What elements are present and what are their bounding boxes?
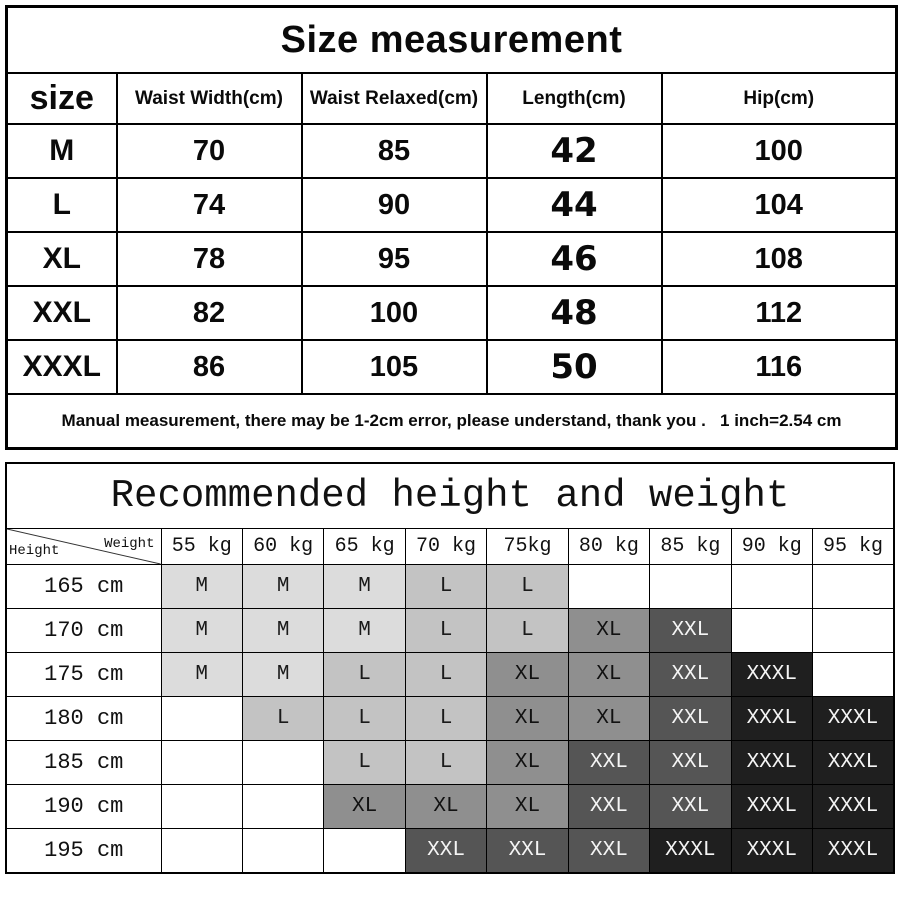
recommended-size-cell: XXXL bbox=[813, 829, 895, 873]
recommended-size-cell: XXL bbox=[405, 829, 486, 873]
height-label: 195 cm bbox=[6, 829, 161, 873]
weight-header: 80 kg bbox=[568, 529, 649, 565]
table-gap bbox=[5, 450, 895, 462]
size-label: XXXL bbox=[7, 340, 117, 394]
recommended-size-cell: XXL bbox=[650, 785, 731, 829]
empty-cell bbox=[650, 565, 731, 609]
waist-relaxed-value: 105 bbox=[302, 340, 487, 394]
height-label: 190 cm bbox=[6, 785, 161, 829]
size-table-title-row bbox=[7, 7, 897, 74]
recommend-table-row bbox=[6, 741, 894, 785]
recommended-size-cell: M bbox=[242, 609, 323, 653]
recommended-size-cell: L bbox=[487, 565, 568, 609]
recommended-size-cell: L bbox=[405, 609, 486, 653]
empty-cell bbox=[161, 829, 242, 873]
recommended-size-cell: XXL bbox=[568, 785, 649, 829]
recommended-size-cell: XL bbox=[487, 785, 568, 829]
recommended-size-cell: L bbox=[487, 609, 568, 653]
waist-width-value: 70 bbox=[117, 124, 302, 178]
recommended-size-cell: XL bbox=[487, 697, 568, 741]
recommended-size-cell: XXXL bbox=[650, 829, 731, 873]
size-table-title: Size measurement bbox=[7, 7, 897, 74]
recommended-size-cell: XL bbox=[324, 785, 405, 829]
waist-width-value: 74 bbox=[117, 178, 302, 232]
recommended-size-cell: L bbox=[324, 653, 405, 697]
length-value: 44 bbox=[487, 178, 662, 232]
recommend-table-header-row bbox=[6, 529, 894, 565]
weight-header: 90 kg bbox=[731, 529, 812, 565]
recommended-size-cell: M bbox=[324, 565, 405, 609]
hip-value: 108 bbox=[662, 232, 897, 286]
recommend-table-row bbox=[6, 697, 894, 741]
recommended-size-cell: XXXL bbox=[731, 785, 812, 829]
size-table-row bbox=[7, 178, 897, 232]
weight-header: 65 kg bbox=[324, 529, 405, 565]
waist-width-value: 82 bbox=[117, 286, 302, 340]
length-value: 46 bbox=[487, 232, 662, 286]
recommended-size-cell: M bbox=[242, 653, 323, 697]
empty-cell bbox=[568, 565, 649, 609]
recommended-size-cell: XXL bbox=[487, 829, 568, 873]
waist-width-value: 78 bbox=[117, 232, 302, 286]
recommended-size-cell: M bbox=[242, 565, 323, 609]
size-label: L bbox=[7, 178, 117, 232]
waist-width-value: 86 bbox=[117, 340, 302, 394]
recommended-size-cell: XXL bbox=[650, 697, 731, 741]
hip-value: 100 bbox=[662, 124, 897, 178]
recommended-size-cell: XXL bbox=[568, 741, 649, 785]
recommend-table-row bbox=[6, 609, 894, 653]
recommended-size-cell: L bbox=[242, 697, 323, 741]
recommended-size-cell: XL bbox=[568, 697, 649, 741]
size-table-row bbox=[7, 124, 897, 178]
size-chart-page bbox=[5, 0, 895, 874]
recommended-size-cell: XL bbox=[487, 741, 568, 785]
height-label: 165 cm bbox=[6, 565, 161, 609]
measurement-note: Manual measurement, there may be 1-2cm error, please understand, thank you . 1 inch=2.54 cm bbox=[7, 394, 897, 449]
recommend-table-row bbox=[6, 829, 894, 873]
empty-cell bbox=[242, 741, 323, 785]
header-hip: Hip(cm) bbox=[662, 73, 897, 124]
empty-cell bbox=[324, 829, 405, 873]
height-label: 185 cm bbox=[6, 741, 161, 785]
recommended-size-cell: XXXL bbox=[813, 785, 895, 829]
weight-header: 95 kg bbox=[813, 529, 895, 565]
height-label: 180 cm bbox=[6, 697, 161, 741]
recommended-size-cell: XL bbox=[568, 653, 649, 697]
size-table-row bbox=[7, 286, 897, 340]
corner-weight-label: Weight bbox=[104, 536, 155, 552]
weight-header: 75kg bbox=[487, 529, 568, 565]
empty-cell bbox=[813, 653, 895, 697]
header-length: Length(cm) bbox=[487, 73, 662, 124]
size-table-row bbox=[7, 232, 897, 286]
weight-header: 60 kg bbox=[242, 529, 323, 565]
hip-value: 112 bbox=[662, 286, 897, 340]
recommended-size-cell: L bbox=[324, 741, 405, 785]
recommended-size-cell: L bbox=[405, 565, 486, 609]
hip-value: 116 bbox=[662, 340, 897, 394]
empty-cell bbox=[813, 609, 895, 653]
empty-cell bbox=[161, 697, 242, 741]
recommended-size-cell: XL bbox=[405, 785, 486, 829]
recommended-size-cell: M bbox=[324, 609, 405, 653]
hip-value: 104 bbox=[662, 178, 897, 232]
recommend-table-row bbox=[6, 785, 894, 829]
size-label: M bbox=[7, 124, 117, 178]
size-label: XL bbox=[7, 232, 117, 286]
recommended-size-cell: M bbox=[161, 565, 242, 609]
weight-header: 55 kg bbox=[161, 529, 242, 565]
recommended-size-cell: M bbox=[161, 609, 242, 653]
height-label: 175 cm bbox=[6, 653, 161, 697]
header-waist-relaxed: Waist Relaxed(cm) bbox=[302, 73, 487, 124]
empty-cell bbox=[813, 565, 895, 609]
empty-cell bbox=[161, 741, 242, 785]
length-value: 42 bbox=[487, 124, 662, 178]
recommended-size-cell: L bbox=[405, 697, 486, 741]
recommended-size-cell: XXXL bbox=[731, 697, 812, 741]
waist-relaxed-value: 85 bbox=[302, 124, 487, 178]
waist-relaxed-value: 90 bbox=[302, 178, 487, 232]
recommended-size-cell: XXXL bbox=[813, 741, 895, 785]
header-waist-width: Waist Width(cm) bbox=[117, 73, 302, 124]
header-size: size bbox=[7, 73, 117, 124]
recommend-table-row bbox=[6, 653, 894, 697]
recommended-size-cell: L bbox=[405, 653, 486, 697]
waist-relaxed-value: 100 bbox=[302, 286, 487, 340]
recommend-table bbox=[5, 462, 895, 874]
recommended-size-cell: XXL bbox=[568, 829, 649, 873]
recommended-size-cell: XXXL bbox=[813, 697, 895, 741]
weight-header: 70 kg bbox=[405, 529, 486, 565]
recommended-size-cell: XXXL bbox=[731, 653, 812, 697]
recommend-table-body bbox=[6, 565, 894, 873]
recommended-size-cell: L bbox=[324, 697, 405, 741]
size-table-row bbox=[7, 340, 897, 394]
size-table-header-row bbox=[7, 73, 897, 124]
recommended-size-cell: XL bbox=[568, 609, 649, 653]
recommend-table-title: Recommended height and weight bbox=[6, 463, 894, 529]
recommended-size-cell: M bbox=[161, 653, 242, 697]
length-value: 48 bbox=[487, 286, 662, 340]
size-measurement-table bbox=[5, 5, 898, 450]
height-label: 170 cm bbox=[6, 609, 161, 653]
recommended-size-cell: XXL bbox=[650, 653, 731, 697]
empty-cell bbox=[242, 785, 323, 829]
recommended-size-cell: XL bbox=[487, 653, 568, 697]
corner-height-label: Height bbox=[9, 543, 60, 559]
size-label: XXL bbox=[7, 286, 117, 340]
empty-cell bbox=[731, 565, 812, 609]
empty-cell bbox=[242, 829, 323, 873]
length-value: 50 bbox=[487, 340, 662, 394]
recommended-size-cell: XXXL bbox=[731, 829, 812, 873]
empty-cell bbox=[161, 785, 242, 829]
size-table-note-row bbox=[7, 394, 897, 449]
size-table-body bbox=[7, 124, 897, 394]
recommend-table-row bbox=[6, 565, 894, 609]
recommended-size-cell: XXXL bbox=[731, 741, 812, 785]
waist-relaxed-value: 95 bbox=[302, 232, 487, 286]
empty-cell bbox=[731, 609, 812, 653]
recommended-size-cell: XXL bbox=[650, 741, 731, 785]
recommend-table-title-row bbox=[6, 463, 894, 529]
recommended-size-cell: XXL bbox=[650, 609, 731, 653]
weight-header: 85 kg bbox=[650, 529, 731, 565]
recommended-size-cell: L bbox=[405, 741, 486, 785]
corner-height-weight-cell bbox=[6, 529, 161, 565]
